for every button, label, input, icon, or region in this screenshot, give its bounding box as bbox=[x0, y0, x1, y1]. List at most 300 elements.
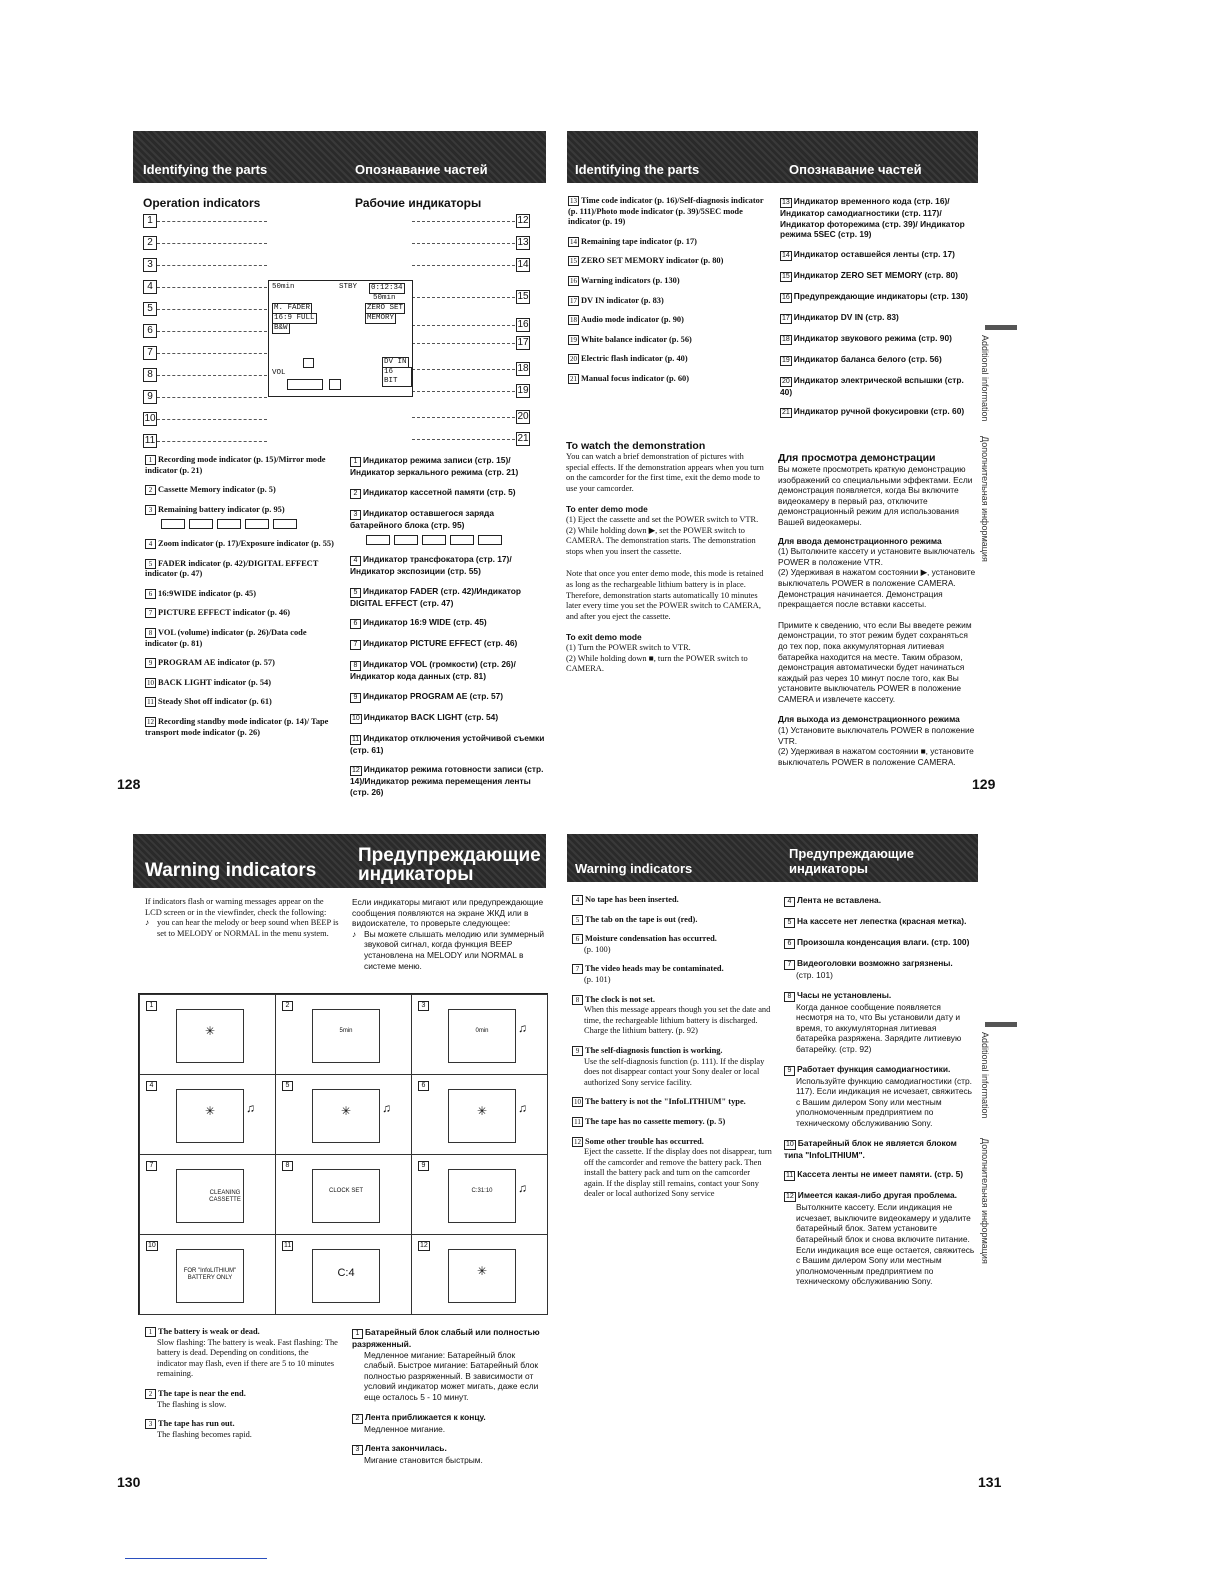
warning-screen bbox=[176, 1249, 244, 1303]
page-number-131: 131 bbox=[978, 1474, 1002, 1490]
callout-number: 10 bbox=[144, 413, 156, 424]
list-item bbox=[572, 895, 772, 906]
item-title: Батарейный блок слабый или полностью разряженный. bbox=[352, 1327, 540, 1349]
item-title: На кассете нет лепестка (красная метка). bbox=[797, 916, 967, 926]
item-number: 8 bbox=[784, 992, 795, 1002]
item-text: DV IN indicator (p. 83) bbox=[581, 295, 664, 305]
item-number: 9 bbox=[784, 1066, 795, 1076]
item-text: Time code indicator (p. 16)/Self-diagnosis indicator (p. 111)/Photo mode indicator (p. 39)/5SEC mode indicator (p. 19) bbox=[568, 196, 764, 227]
list-item bbox=[350, 455, 548, 478]
item-title: Произошла конденсация влаги. (стр. 100) bbox=[797, 937, 970, 947]
cell-number: 4 bbox=[146, 1081, 157, 1091]
battery-icon bbox=[394, 535, 418, 545]
enter-demo-step2-ru: (2) Удерживая в нажатом состоянии ▶, установите выключатель POWER в положение CAMERA. Демонстрация начинается. Демонстрация прекращается после вставки кассеты. bbox=[778, 567, 976, 610]
list-item bbox=[350, 508, 548, 545]
item-number: 7 bbox=[572, 964, 583, 974]
warning-screen bbox=[448, 1249, 516, 1303]
list-item bbox=[145, 485, 340, 496]
battery-icon bbox=[161, 519, 185, 529]
item-number: 14 bbox=[782, 251, 790, 259]
item-text: Warning indicators (p. 130) bbox=[581, 275, 680, 285]
item-title: The video heads may be contaminated. bbox=[585, 964, 724, 974]
item-number: 7 bbox=[350, 640, 361, 650]
callout-number: 6 bbox=[143, 324, 157, 338]
header-title-en: Identifying the parts bbox=[575, 162, 700, 177]
item-number: 2 bbox=[145, 1389, 156, 1399]
list-item bbox=[780, 354, 975, 366]
list-item bbox=[350, 586, 548, 609]
program-ae-icon bbox=[287, 379, 323, 390]
item-number: 6 bbox=[145, 589, 156, 599]
list-item bbox=[568, 196, 768, 228]
item-desc: Медленное мигание: Батарейный блок слабый. Быстрое мигание: Батарейный блок полностью разряженный. В зависимости от условий индикатор может мигать, даже если еще осталось 5 - 10 минут. bbox=[364, 1349, 539, 1402]
list-item bbox=[145, 1419, 340, 1440]
list-item bbox=[572, 934, 772, 955]
callout-number: 19 bbox=[517, 385, 529, 396]
list-item bbox=[780, 270, 975, 282]
header-title-en: Identifying the parts bbox=[143, 162, 268, 177]
item-desc: Используйте функцию самодиагностики (стр. 117). Если индикация не исчезает, свяжитесь с Вашим дилером Sony или местным уполномоченным предприятием по техническому обслуживанию Sony. bbox=[796, 1075, 973, 1128]
list-item bbox=[568, 276, 768, 287]
enter-demo-title-en: To enter demo mode bbox=[566, 504, 648, 515]
screen-text: CLEANING CASSETTE bbox=[209, 1190, 241, 1203]
battery-icon bbox=[478, 535, 502, 545]
lcd-16bit: 16 BIT bbox=[384, 368, 398, 385]
item-text: Индикатор VOL (громкости) (стр. 26)/ Индикатор кода данных (стр. 81) bbox=[350, 659, 516, 682]
header-p131 bbox=[567, 834, 978, 882]
cell-number: 12 bbox=[420, 1242, 428, 1249]
screen-text: C:4 bbox=[337, 1267, 355, 1279]
item-number: 2 bbox=[145, 485, 156, 495]
callout-number: 11 bbox=[144, 435, 156, 446]
list-item bbox=[568, 315, 768, 326]
callout-number: 3 bbox=[143, 258, 157, 272]
item-number: 21 bbox=[782, 409, 790, 417]
item-number: 4 bbox=[350, 556, 361, 566]
header-p129 bbox=[567, 131, 978, 183]
music-note-icon: ♫ bbox=[518, 1181, 527, 1195]
item-desc: Use the self-diagnosis function (p. 111). If the display does not disappear contact your Sony dealer or local authorized Sony service facility. bbox=[584, 1056, 765, 1087]
list-item bbox=[145, 678, 340, 689]
list-item bbox=[784, 895, 976, 907]
exit-demo-step2-en: (2) While holding down ■, turn the POWER switch to CAMERA. bbox=[566, 653, 748, 674]
beep-note-ru: Вы можете слышать мелодию или зуммерный звуковой сигнал, когда функция BEEP установлена на MELODY или NORMAL в системе меню. bbox=[364, 928, 545, 971]
screen-text: CLOCK SET bbox=[328, 1188, 363, 1194]
item-text: 16:9WIDE indicator (p. 45) bbox=[158, 588, 257, 598]
list-item bbox=[350, 764, 548, 797]
item-number: 20 bbox=[782, 377, 790, 385]
callout-number: 21 bbox=[517, 433, 529, 444]
cell-number: 3 bbox=[418, 1001, 429, 1011]
callout-number: 14 bbox=[517, 259, 529, 270]
item-text: Audio mode indicator (p. 90) bbox=[581, 315, 684, 325]
callout-line bbox=[412, 439, 515, 440]
cell-number: 2 bbox=[282, 1001, 293, 1011]
item-title: The tab on the tape is out (red). bbox=[585, 914, 698, 924]
callout-number: 20 bbox=[517, 411, 529, 422]
item-number: 11 bbox=[786, 1172, 794, 1180]
item-number: 5 bbox=[145, 559, 156, 569]
item-text: Индикатор отключения устойчивой съемки (стр. 61) bbox=[350, 732, 545, 755]
item-number: 10 bbox=[574, 1098, 581, 1107]
header-title-en: Warning indicators bbox=[145, 860, 317, 881]
list-item bbox=[350, 554, 548, 577]
lcd-timecode: 0:12:34 bbox=[371, 284, 403, 292]
cell-number: 1 bbox=[146, 1001, 157, 1011]
music-note-icon: ♫ bbox=[382, 1101, 391, 1115]
item-number: 16 bbox=[570, 276, 577, 285]
warning-cell bbox=[275, 1074, 412, 1155]
callout-line bbox=[412, 391, 515, 392]
lcd-169-full: 16:9 FULL bbox=[274, 314, 315, 322]
item-title: Батарейный блок не является блоком типа "InfoLITHIUM". bbox=[784, 1137, 957, 1160]
item-number: 5 bbox=[572, 915, 583, 925]
lcd-fader: M. FADER bbox=[274, 304, 311, 312]
item-title: The tape has run out. bbox=[158, 1419, 235, 1429]
list-item bbox=[784, 937, 976, 949]
battery-icon bbox=[245, 519, 269, 529]
header-title-ru: Опознавание частей bbox=[789, 162, 922, 177]
side-tab-marker bbox=[985, 1022, 1017, 1027]
warning-cell bbox=[139, 1074, 276, 1155]
list-item bbox=[352, 1443, 548, 1466]
callout-number: 9 bbox=[143, 390, 157, 404]
item-text: Индикатор звукового режима (стр. 90) bbox=[793, 332, 952, 343]
music-note-icon: ♪ bbox=[145, 918, 150, 928]
list-item bbox=[350, 487, 548, 499]
callout-line bbox=[412, 265, 515, 266]
item-number: 6 bbox=[350, 619, 361, 629]
demo-note-ru: Примите к сведению, что если Вы введете режим демонстрации, то этот режим будет сохраняться до тех пор, пока аккумуляторная литиевая батарейка находится на месте. Таким образом, демонстрация автоматически будет начинаться каждый раз через 10 минут после того, как Вы установите выключатель POWER в положение CAMERA и извлечете кассету. bbox=[778, 619, 972, 704]
item-number: 1 bbox=[352, 1329, 363, 1339]
item-number: 2 bbox=[352, 1414, 363, 1424]
list-item bbox=[350, 712, 548, 724]
list-item bbox=[784, 990, 976, 1055]
item-number: 1 bbox=[145, 1327, 156, 1337]
item-number: 4 bbox=[145, 539, 156, 549]
callout-line bbox=[412, 417, 515, 418]
music-note-icon: ♫ bbox=[518, 1021, 527, 1035]
list-item bbox=[145, 505, 340, 530]
list-item bbox=[780, 375, 975, 398]
item-number: 3 bbox=[145, 1419, 156, 1429]
list-item bbox=[780, 312, 975, 324]
item-number: 3 bbox=[145, 505, 156, 515]
item-text: Индикатор режима записи (стр. 15)/ Индикатор зеркального режима (стр. 21) bbox=[350, 455, 519, 477]
item-title: Moisture condensation has occurred. bbox=[585, 934, 717, 944]
exit-demo-title-ru: Для выхода из демонстрационного режима bbox=[778, 714, 960, 725]
cell-number: 9 bbox=[418, 1161, 429, 1171]
list-item bbox=[572, 1117, 772, 1128]
exit-demo-step1-ru: (1) Установите выключатель POWER в положение VTR. bbox=[778, 725, 975, 746]
p129-ru-list bbox=[780, 196, 975, 427]
callout-number: 18 bbox=[517, 363, 529, 374]
item-number: 15 bbox=[782, 272, 790, 280]
list-item bbox=[350, 733, 548, 756]
item-text: Recording mode indicator (p. 15)/Mirror mode indicator (p. 21) bbox=[145, 455, 326, 475]
list-item bbox=[568, 237, 768, 248]
item-text: Индикатор кассетной памяти (стр. 5) bbox=[363, 486, 516, 497]
list-item bbox=[780, 291, 975, 303]
list-item bbox=[568, 335, 768, 346]
lcd-memory: MEMORY bbox=[367, 314, 395, 322]
p130-en-list bbox=[145, 1327, 340, 1449]
callout-line bbox=[412, 343, 515, 344]
item-number: 9 bbox=[145, 658, 156, 668]
music-note-icon: ♫ bbox=[246, 1101, 255, 1115]
callout-number: 16 bbox=[517, 319, 529, 330]
item-number: 5 bbox=[350, 588, 361, 598]
callout-number: 2 bbox=[143, 236, 157, 250]
screen-text: C:31:10 bbox=[471, 1188, 493, 1194]
callout-line bbox=[157, 309, 267, 310]
item-number: 5 bbox=[784, 918, 795, 928]
item-number: 12 bbox=[147, 717, 154, 726]
callout-number: 12 bbox=[517, 215, 529, 226]
screen-text: FOR "InfoLITHIUM" BATTERY ONLY bbox=[183, 1268, 237, 1281]
item-number: 13 bbox=[570, 197, 577, 205]
screen-text: 5min bbox=[339, 1028, 353, 1034]
item-title: Some other trouble has occurred. bbox=[585, 1136, 704, 1146]
side-tab-marker bbox=[985, 325, 1017, 330]
item-desc: When this message appears though you set the date and time, the rechargeable lithium battery is discharged. Charge the lithium battery. (p. 92) bbox=[584, 1005, 771, 1036]
list-item bbox=[145, 455, 340, 476]
footer-rule bbox=[125, 1558, 267, 1559]
header-p128 bbox=[133, 131, 546, 183]
item-text: PICTURE EFFECT indicator (p. 46) bbox=[158, 608, 291, 618]
item-number: 3 bbox=[350, 510, 361, 520]
callout-line bbox=[157, 221, 267, 222]
warning-cell bbox=[139, 994, 276, 1075]
item-number: 1 bbox=[350, 457, 361, 467]
list-item bbox=[350, 638, 548, 650]
item-number: 12 bbox=[352, 767, 360, 775]
warning-cell bbox=[411, 1154, 548, 1235]
list-item bbox=[145, 717, 340, 738]
callout-number: 13 bbox=[517, 237, 529, 248]
item-title: The battery is not the "InfoLITHIUM" type. bbox=[585, 1097, 746, 1107]
callout-line bbox=[157, 419, 267, 420]
music-note-icon: ♫ bbox=[518, 1101, 527, 1115]
item-text: FADER indicator (p. 42)/DIGITAL EFFECT indicator (p. 47) bbox=[145, 558, 319, 579]
item-desc: (стр. 101) bbox=[796, 970, 833, 980]
header-p130 bbox=[133, 834, 546, 888]
list-item bbox=[350, 617, 548, 629]
music-note-icon: ♪ bbox=[352, 928, 357, 939]
item-text: PROGRAM AE indicator (p. 57) bbox=[158, 658, 275, 668]
item-number: 8 bbox=[350, 661, 361, 671]
cell-number: 11 bbox=[284, 1242, 292, 1249]
item-number: 7 bbox=[145, 608, 156, 618]
flashing-warning-icon: ✳ bbox=[204, 1104, 216, 1118]
warning-screen bbox=[448, 1009, 516, 1063]
lcd-remaining: 50min bbox=[373, 294, 396, 302]
item-number: 18 bbox=[570, 316, 577, 325]
item-number: 17 bbox=[570, 296, 577, 305]
item-number: 10 bbox=[147, 678, 154, 687]
list-item bbox=[780, 406, 975, 418]
item-number: 18 bbox=[782, 335, 790, 343]
list-item bbox=[568, 296, 768, 307]
item-title: Лента не вставлена. bbox=[797, 895, 882, 905]
list-item bbox=[784, 958, 976, 981]
cell-number: 6 bbox=[418, 1081, 429, 1091]
warning-cell bbox=[411, 994, 548, 1075]
callout-number: 8 bbox=[143, 368, 157, 382]
side-label-ru: Дополнительная информация bbox=[980, 436, 990, 562]
lcd-vol: VOL bbox=[272, 369, 286, 377]
item-number: 14 bbox=[570, 237, 577, 246]
battery-icon bbox=[273, 519, 297, 529]
callout-number: 1 bbox=[143, 214, 157, 228]
exit-demo-title-en: To exit demo mode bbox=[566, 632, 642, 643]
cell-number: 8 bbox=[282, 1161, 293, 1171]
item-text: Remaining tape indicator (p. 17) bbox=[581, 236, 697, 246]
callout-number: 4 bbox=[143, 280, 157, 294]
item-text: Cassette Memory indicator (p. 5) bbox=[158, 485, 276, 495]
item-title: The tape has no cassette memory. (p. 5) bbox=[585, 1116, 726, 1126]
item-number: 13 bbox=[782, 199, 790, 206]
item-number: 11 bbox=[145, 697, 156, 707]
item-text: Electric flash indicator (p. 40) bbox=[581, 354, 688, 364]
list-item bbox=[784, 1138, 976, 1161]
flashing-warning-icon: ✳ bbox=[204, 1024, 216, 1038]
focus-icon bbox=[329, 379, 341, 390]
item-desc: Вытолкните кассету. Если индикация не исчезает, выключите видеокамеру и удалите батарейный блок. Затем установите батарейный блок и снова включите питание. Если индикация все еще остается, свяжитесь с Вашим дилером Sony или местным уполномоченным предприятием по техническому обслуживанию Sony. bbox=[796, 1202, 975, 1287]
callout-number: 17 bbox=[517, 337, 529, 348]
item-number: 21 bbox=[570, 374, 577, 383]
list-item bbox=[784, 916, 976, 928]
enter-demo-step1-ru: (1) Вытолкните кассету и установите выключатель POWER в положение VTR. bbox=[778, 546, 975, 567]
battery-sequence-icon bbox=[364, 534, 548, 545]
flashing-warning-icon: ✳ bbox=[340, 1104, 352, 1118]
callout-line bbox=[157, 397, 267, 398]
callout-line bbox=[157, 265, 267, 266]
exit-demo-step2-ru: (2) Удерживая в нажатом состоянии ■, установите выключатель POWER в положение CAMERA. bbox=[778, 746, 974, 767]
item-title: Видеоголовки возможно загрязнены. bbox=[797, 958, 953, 968]
callout-number: 5 bbox=[143, 302, 157, 316]
lcd-remaining-tape: 50min bbox=[272, 283, 295, 291]
list-item bbox=[145, 697, 340, 708]
demo-body-en: You can watch a brief demonstration of pictures with special effects. If the demonstration appears when you turn on the camcorder for the first time, exit the demo mode to use your camcorder. bbox=[566, 452, 764, 493]
item-number: 2 bbox=[350, 489, 361, 499]
lcd-stby: STBY bbox=[339, 283, 358, 291]
battery-icon bbox=[366, 535, 390, 545]
lcd-screen bbox=[268, 280, 413, 397]
callout-line bbox=[412, 297, 515, 298]
list-item bbox=[145, 539, 340, 550]
item-desc: (p. 100) bbox=[584, 944, 611, 954]
item-number: 8 bbox=[145, 628, 156, 638]
warning-cell bbox=[411, 1234, 548, 1315]
warning-cell bbox=[139, 1154, 276, 1235]
warning-cell bbox=[411, 1074, 548, 1155]
section-title-ru: Рабочие индикаторы bbox=[355, 196, 482, 210]
p129-en-list bbox=[568, 196, 768, 394]
demo-title-ru: Для просмотра демонстрации bbox=[778, 452, 936, 464]
item-text: White balance indicator (p. 56) bbox=[581, 334, 692, 344]
item-number: 10 bbox=[352, 714, 360, 722]
item-text: Recording standby mode indicator (p. 14)/ Tape transport mode indicator (p. 26) bbox=[145, 716, 329, 737]
item-title: Часы не установлены. bbox=[797, 989, 892, 1000]
list-item bbox=[352, 1412, 548, 1435]
warning-cell bbox=[275, 994, 412, 1075]
demo-note-en: Note that once you enter demo mode, this mode is retained as long as the rechargeable lithium battery is in place. Therefore, demonstration starts automatically 10 minutes later every time you set the POWER switch to CAMERA, and after you eject the cassette. bbox=[566, 569, 764, 621]
warning-screens-grid bbox=[138, 993, 548, 1315]
item-number: 3 bbox=[352, 1445, 363, 1455]
item-number: 19 bbox=[570, 335, 577, 344]
item-title: No tape has been inserted. bbox=[585, 895, 679, 904]
side-label-ru: Дополнительная информация bbox=[980, 1138, 990, 1264]
warning-screen bbox=[312, 1169, 380, 1223]
p131-ru-list bbox=[784, 895, 976, 1296]
callout-line bbox=[157, 331, 267, 332]
intro-text-en: If indicators flash or warning messages appear on the LCD screen or in the viewfinder, check the following: bbox=[145, 897, 327, 917]
item-number: 4 bbox=[572, 895, 583, 905]
warning-cell bbox=[275, 1154, 412, 1235]
list-item bbox=[784, 1064, 976, 1129]
item-number: 9 bbox=[572, 1046, 583, 1056]
page-number-128: 128 bbox=[117, 776, 141, 792]
battery-sequence-icon bbox=[159, 519, 340, 530]
item-text: Индикатор ручной фокусировки (стр. 60) bbox=[793, 406, 965, 417]
p131-en-list bbox=[572, 895, 772, 1209]
warning-screen bbox=[448, 1089, 516, 1143]
cell-number: 7 bbox=[146, 1161, 157, 1171]
p128-en-list bbox=[145, 455, 340, 747]
lcd-dv-in: DV IN bbox=[384, 358, 407, 366]
battery-icon bbox=[189, 519, 213, 529]
item-title: The clock is not set. bbox=[585, 994, 656, 1004]
item-title: Кассета ленты не имеет памяти. (стр. 5) bbox=[797, 1169, 964, 1180]
item-number: 19 bbox=[782, 356, 790, 364]
callout-line bbox=[157, 353, 267, 354]
item-number: 4 bbox=[784, 897, 795, 907]
callout-number: 15 bbox=[517, 291, 529, 302]
item-desc: The flashing becomes rapid. bbox=[157, 1429, 252, 1439]
item-number: 12 bbox=[574, 1137, 581, 1146]
item-desc: (p. 101) bbox=[584, 974, 611, 984]
item-desc: The flashing is slow. bbox=[157, 1399, 227, 1409]
callout-line bbox=[412, 243, 515, 244]
callout-line bbox=[412, 325, 515, 326]
list-item bbox=[780, 249, 975, 261]
callout-line bbox=[157, 375, 267, 376]
list-item bbox=[145, 658, 340, 669]
item-desc: Мигание становится быстрым. bbox=[364, 1455, 483, 1466]
item-number: 17 bbox=[782, 314, 790, 322]
p130-ru-list bbox=[352, 1327, 548, 1475]
item-text: Manual focus indicator (p. 60) bbox=[581, 373, 690, 383]
battery-icon bbox=[217, 519, 241, 529]
list-item bbox=[350, 691, 548, 703]
screen-text: 0min bbox=[475, 1028, 489, 1034]
item-text: Индикатор PROGRAM AE (стр. 57) bbox=[363, 690, 504, 701]
warning-cell bbox=[275, 1234, 412, 1315]
header-title-ru: Предупреждающие индикаторы bbox=[358, 845, 541, 885]
callout-line bbox=[157, 441, 267, 442]
warning-screen bbox=[448, 1169, 516, 1223]
p128-ru-list bbox=[350, 455, 548, 807]
list-item bbox=[780, 333, 975, 345]
demo-title-en: To watch the demonstration bbox=[566, 440, 706, 452]
callout-number: 7 bbox=[143, 346, 157, 360]
warning-screen bbox=[176, 1169, 244, 1223]
item-number: 20 bbox=[570, 355, 577, 364]
item-desc: Медленное мигание. bbox=[364, 1423, 446, 1434]
callout-line bbox=[157, 243, 267, 244]
warning-screen bbox=[176, 1089, 244, 1143]
